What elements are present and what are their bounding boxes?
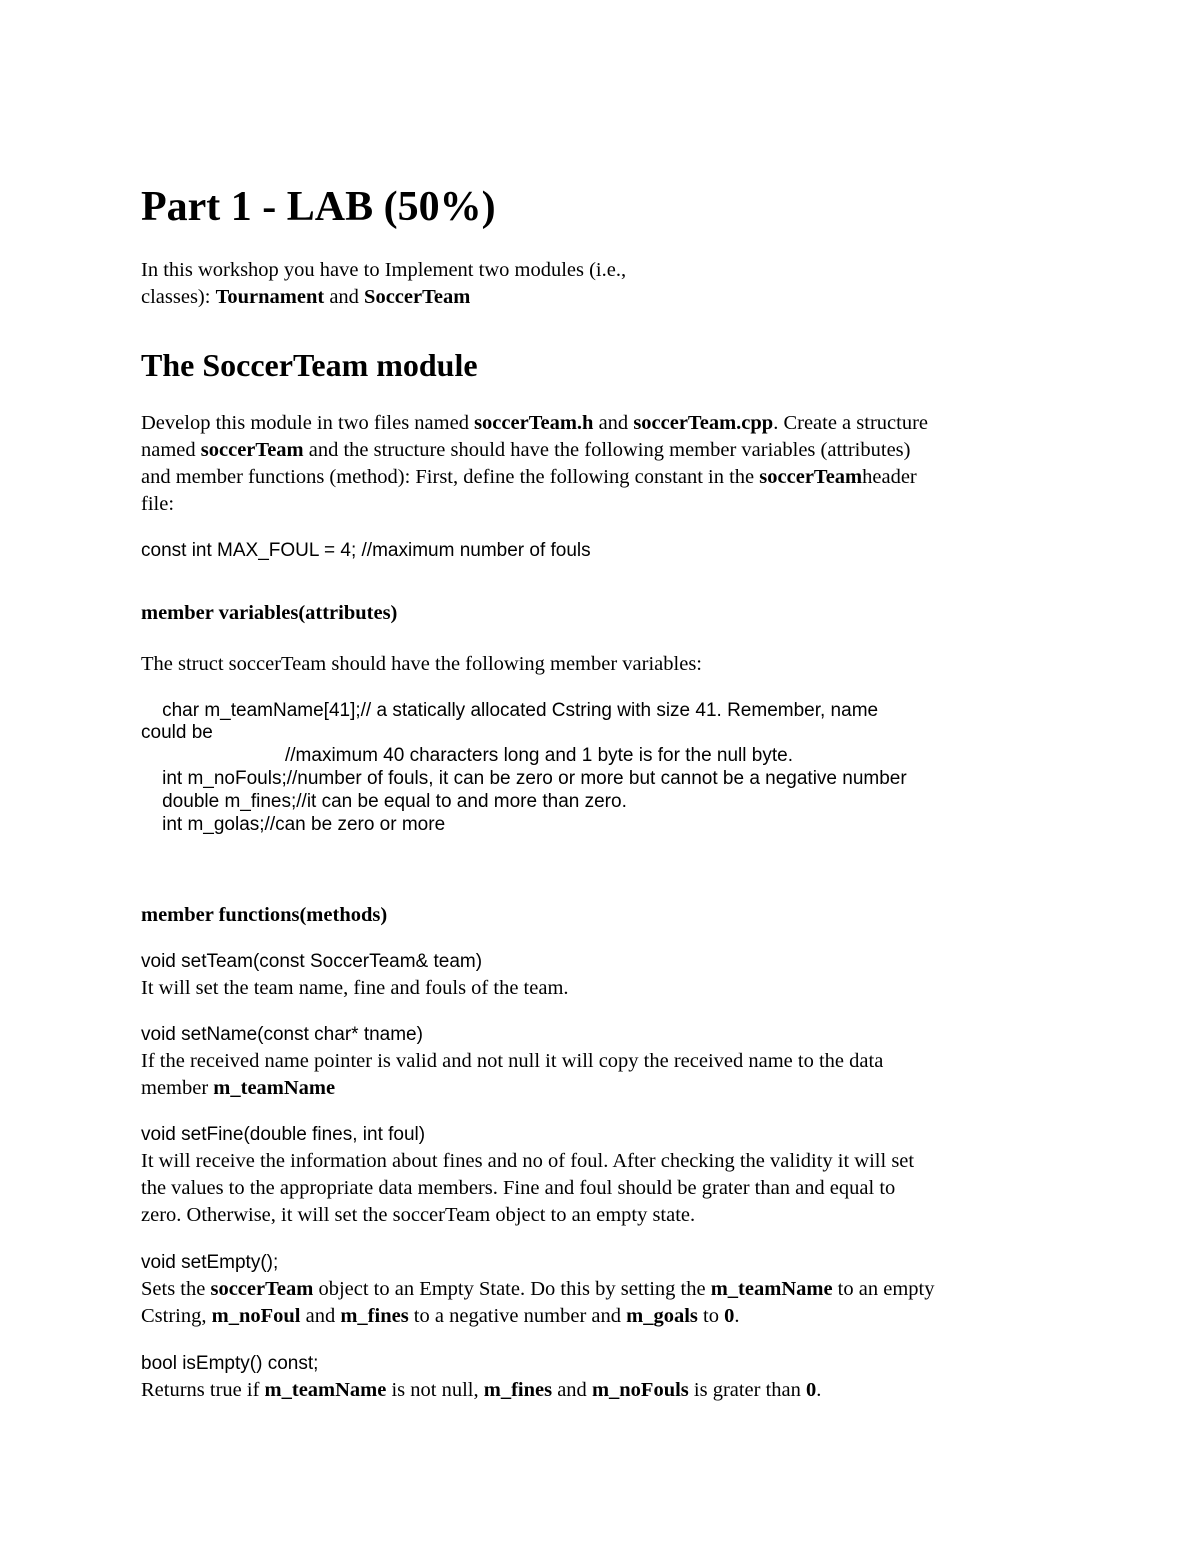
code-var-line-4: int m_noFouls;//number of fouls, it can be zero or more but cannot be a negative number: [141, 768, 907, 789]
code-var-line-1: char m_teamName[41];// a statically allocated Cstring with size 41. Remember, name: [141, 700, 879, 721]
setempty-signature: void setEmpty();: [141, 1252, 279, 1273]
setname-signature: void setName(const char* tname): [141, 1024, 423, 1045]
develop-line-1: Develop this module in two files named soccerTeam.h and soccerTeam.cpp. Create a structure: [141, 412, 928, 434]
code-var-line-6: int m_golas;//can be zero or more: [141, 814, 446, 835]
member-functions-heading: member functions(methods): [141, 904, 388, 926]
code-var-line-5: double m_fines;//it can be equal to and more than zero.: [141, 791, 627, 812]
section-heading: The SoccerTeam module: [141, 347, 478, 383]
setempty-desc-line-1: Sets the soccerTeam object to an Empty State. Do this by setting the m_teamName to an empty: [141, 1278, 935, 1300]
code-var-line-2: could be: [141, 722, 213, 743]
setname-desc-line-2: member m_teamName: [141, 1077, 336, 1099]
page-title: Part 1 - LAB (50%): [141, 184, 496, 230]
isempty-description: Returns true if m_teamName is not null, m_fines and m_noFouls is grater than 0.: [141, 1379, 822, 1401]
tournament-term: Tournament: [215, 286, 325, 308]
soccerteam-term: SoccerTeam: [364, 286, 471, 308]
setfine-desc-line-1: It will receive the information about fines and no of foul. After checking the validity it will set: [141, 1150, 915, 1172]
develop-line-3: and member functions (method): First, define the following constant in the soccerTeamheader: [141, 466, 917, 488]
setfine-signature: void setFine(double fines, int foul): [141, 1124, 426, 1145]
setempty-desc-line-2: Cstring, m_noFoul and m_fines to a negative number and m_goals to 0.: [141, 1305, 740, 1327]
setfine-desc-line-3: zero. Otherwise, it will set the soccerTeam object to an empty state.: [141, 1204, 696, 1226]
intro-line-2: classes): Tournament and SoccerTeam: [141, 286, 471, 308]
code-var-line-3: //maximum 40 characters long and 1 byte is for the null byte.: [285, 745, 793, 766]
setteam-description: It will set the team name, fine and fouls of the team.: [141, 977, 569, 999]
intro-line-1: In this workshop you have to Implement two modules (i.e.,: [141, 259, 627, 281]
develop-line-2: named soccerTeam and the structure should have the following member variables (attributes): [141, 439, 911, 461]
setfine-desc-line-2: the values to the appropriate data members. Fine and foul should be grater than and equal to: [141, 1177, 896, 1199]
develop-line-4: file:: [141, 493, 175, 515]
isempty-signature: bool isEmpty() const;: [141, 1353, 319, 1374]
settseam-signature: void setTeam(const SoccerTeam& team): [141, 951, 483, 972]
member-variables-heading: member variables(attributes): [141, 602, 398, 624]
setname-desc-line-1: If the received name pointer is valid and not null it will copy the received name to the data: [141, 1050, 884, 1072]
constant-line: const int MAX_FOUL = 4; //maximum number of fouls: [141, 540, 591, 561]
struct-intro: The struct soccerTeam should have the following member variables:: [141, 653, 702, 675]
